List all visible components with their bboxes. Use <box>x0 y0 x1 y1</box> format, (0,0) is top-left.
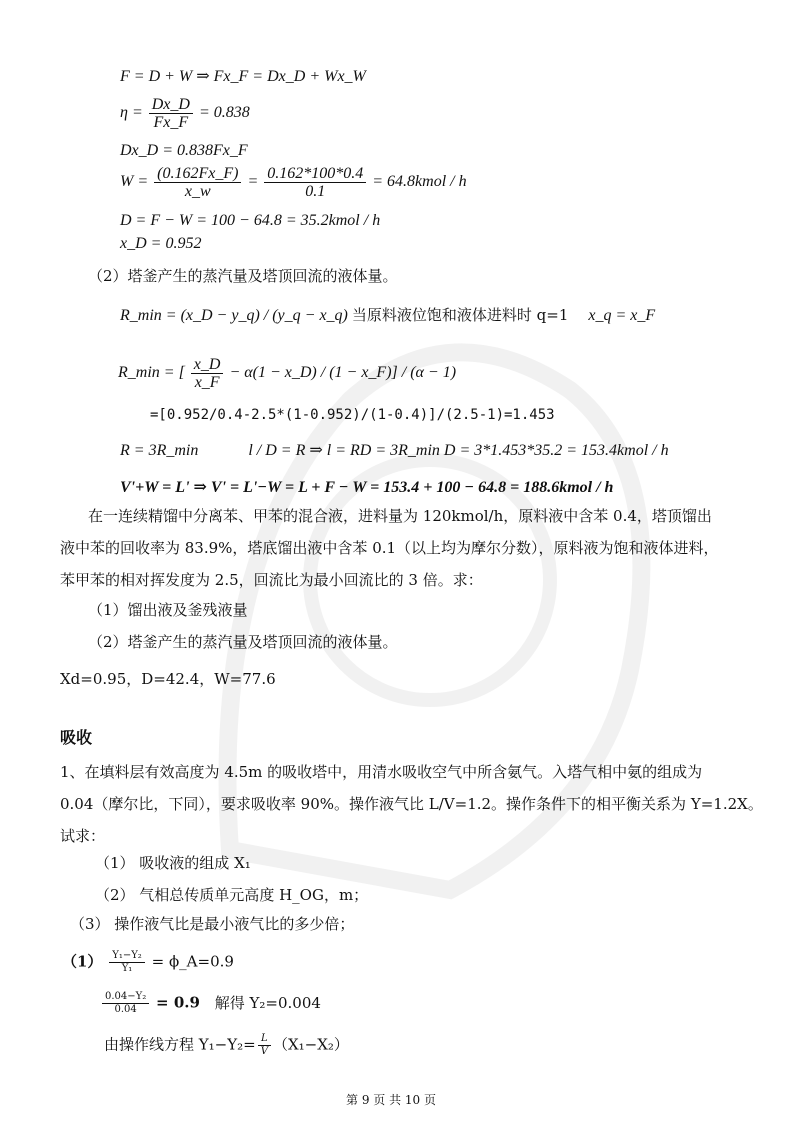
rmin2-den: x_F <box>194 374 220 391</box>
eq-v: V'+W = L' ⇒ V' = L'−W = L + F − W = 153.4 + 100 − 64.8 = 188.6kmol / h <box>120 479 614 496</box>
s1-label: （1） <box>62 952 103 971</box>
absorption-q2: （2） 气相总传质单元高度 H_OG，m； <box>95 886 369 904</box>
w-den2: 0.1 <box>305 183 326 200</box>
problem-q2: （2）塔釜产生的蒸汽量及塔顶回流的液体量。 <box>88 633 398 651</box>
s2-solve: 解得 Y₂=0.004 <box>214 993 321 1012</box>
solution-step2 <box>100 991 321 1016</box>
s3-den: V <box>260 1046 268 1057</box>
w-eq: = <box>247 173 259 191</box>
s1-num: Y₁−Y₂ <box>109 950 145 963</box>
eq-w <box>120 165 467 200</box>
eta-num: Dx_D <box>149 96 193 114</box>
problem-answer: Xd=0.95，D=42.4，W=77.6 <box>60 670 276 688</box>
section-heading-absorption: 吸收 <box>60 728 93 747</box>
eq-rmin2 <box>118 356 456 391</box>
rmin-formula: R_min = (x_D − y_q) / (y_q − x_q) <box>120 307 348 324</box>
absorption-line1: 1、在填料层有效高度为 4.5m 的吸收塔中，用清水吸收空气中所含氨气。入塔气相中氨的组成为 <box>60 763 703 781</box>
s1-den: Y₁ <box>121 963 133 974</box>
s2-num: 0.04−Y₂ <box>102 991 149 1004</box>
eq-xd: x_D = 0.952 <box>120 235 202 252</box>
problem-line2: 液中苯的回收率为 83.9%，塔底馏出液中含苯 0.1（以上均为摩尔分数），原料液为饱和液体进料， <box>60 539 719 557</box>
absorption-line2: 0.04（摩尔比，下同），要求吸收率 90%。操作液气比 L/V=1.2。操作条件下的相平衡关系为 Y=1.2X。 <box>60 795 763 813</box>
w-den1: x_w <box>184 183 211 200</box>
solution-step3 <box>104 1033 349 1058</box>
w-lhs: W = <box>120 173 149 191</box>
absorption-line3: 试求： <box>60 827 106 845</box>
part2-heading: （2）塔釜产生的蒸汽量及塔顶回流的液体量。 <box>88 267 398 285</box>
absorption-q3: （3） 操作液气比是最小液气比的多少倍； <box>70 915 355 933</box>
rmin2-lhs: R_min = [ <box>118 364 185 382</box>
rmin-calc: =[0.952/0.4-2.5*(1-0.952)/(1-0.4)]/(2.5-1)=1.453 <box>150 407 555 423</box>
r-right: l / D = R ⇒ l = RD = 3R_min D = 3*1.453*35.2 = 153.4kmol / h <box>248 442 669 459</box>
problem-q1: （1）馏出液及釜残液量 <box>88 601 248 619</box>
s3-num: L <box>258 1033 271 1046</box>
s1-rhs: = ϕ_A=0.9 <box>151 952 234 971</box>
eq-eta <box>120 96 250 131</box>
solution-step1 <box>62 950 234 975</box>
page-footer: 第 9 页 共 10 页 <box>346 1093 436 1107</box>
rmin2-rest: − α(1 − x_D) / (1 − x_F)] / (α − 1) <box>229 364 457 382</box>
w-num2: 0.162*100*0.4 <box>264 165 366 183</box>
eq-rmin <box>120 305 655 326</box>
w-num1: (0.162Fx_F) <box>154 165 241 183</box>
s3-text: 由操作线方程 Y₁−Y₂= <box>104 1035 256 1054</box>
s2-den: 0.04 <box>114 1004 137 1015</box>
eq-d: D = F − W = 100 − 64.8 = 35.2kmol / h <box>120 212 381 229</box>
s3-rest: （X₁−X₂） <box>272 1035 349 1054</box>
eq-r <box>120 441 669 461</box>
r-left: R = 3R_min <box>120 442 199 459</box>
eta-den: Fx_F <box>153 114 189 131</box>
eq-dxd: Dx_D = 0.838Fx_F <box>120 142 248 159</box>
eq-mass-balance: F = D + W ⇒ Fx_F = Dx_D + Wx_W <box>120 68 366 85</box>
w-rhs: = 64.8kmol / h <box>372 173 467 191</box>
rmin-note: 当原料液位饱和液体进料时 q=1 <box>351 306 569 324</box>
problem-line3: 苯甲苯的相对挥发度为 2.5，回流比为最小回流比的 3 倍。求： <box>60 571 483 589</box>
absorption-q1: （1） 吸收液的组成 X₁ <box>95 854 251 872</box>
rmin2-num: x_D <box>191 356 224 374</box>
s2-rhs: = 0.9 <box>156 993 200 1012</box>
problem-line1: 在一连续精馏中分离苯、甲苯的混合液，进料量为 120kmol/h，原料液中含苯 0.4，塔顶馏出 <box>88 507 712 525</box>
rmin-xq: x_q = x_F <box>588 307 656 324</box>
eta-rhs: = 0.838 <box>198 104 250 122</box>
eta-lhs: η = <box>120 104 143 122</box>
